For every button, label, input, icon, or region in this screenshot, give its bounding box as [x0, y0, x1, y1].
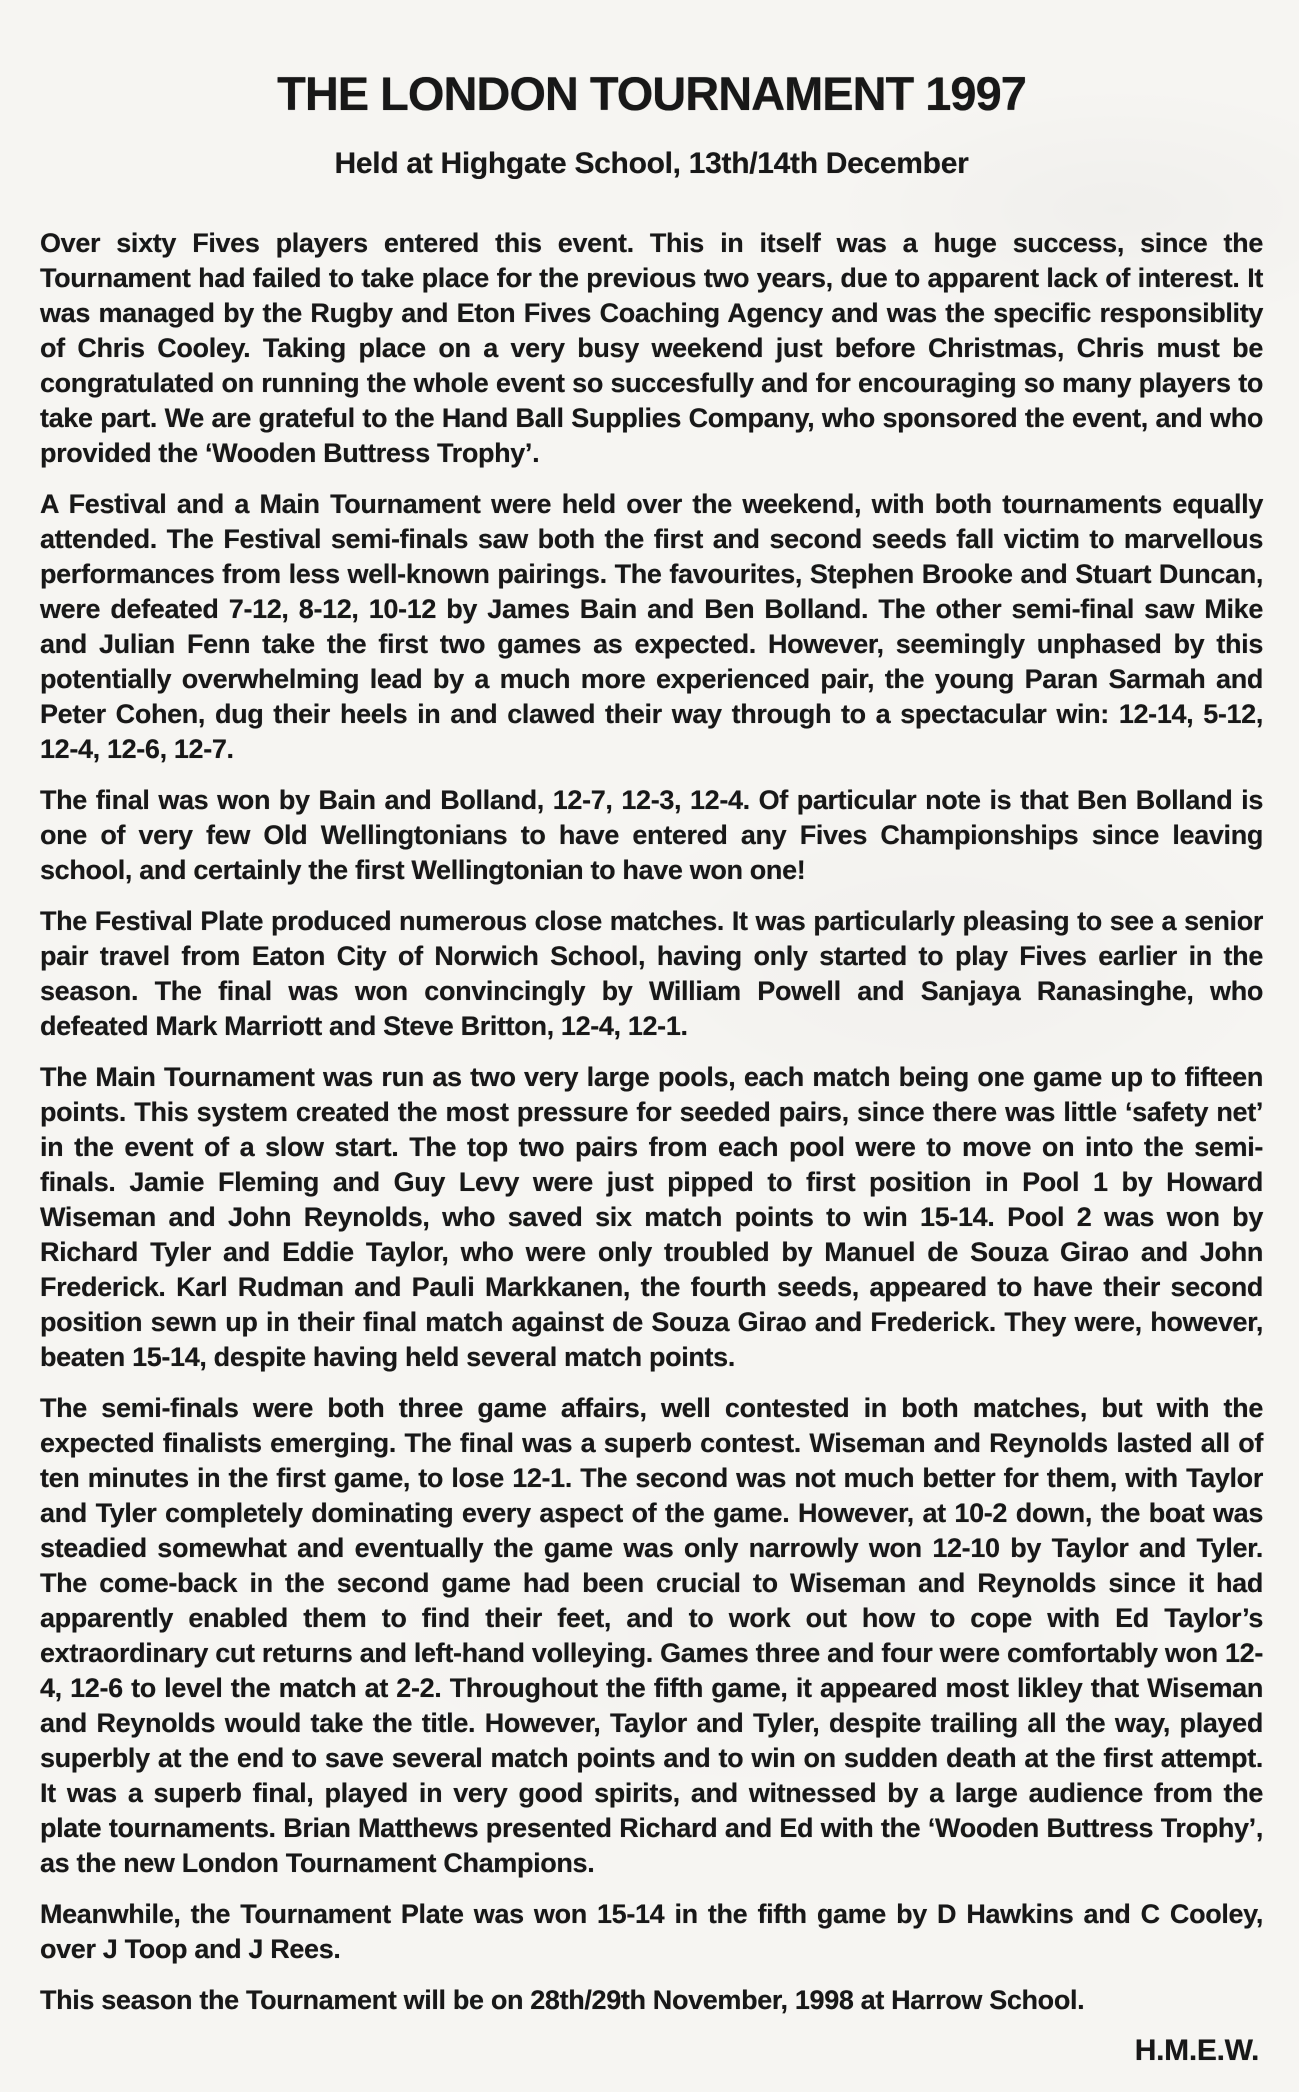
body-paragraph: A Festival and a Main Tournament were held over the weekend, with both tournaments equally attended. The Festival semi-finals saw both the first and second seeds fall victim to marvellous performances from less well-known pairings. The favourites, Stephen Brooke and Stuart Duncan, were defeated 7-12, 8-12, 10-12 by James Bain and Ben Bolland. The other semi-final saw Mike and Julian Fenn take the first two games as expected. However, seemingly unphased by this potentially overwhelming lead by a much more experienced pair, the young Paran Sarmah and Peter Cohen, dug their heels in and clawed their way through to a spectacular win: 12-14, 5-12, 12-4, 12-6, 12-7. — [40, 488, 1263, 764]
body-paragraph: The Main Tournament was run as two very large pools, each match being one game up to fifteen points. This system created the most pressure for seeded pairs, since there was little ‘safety net’ in the event of a slow start. The top two pairs from each pool were to move on into the semi-finals. Jamie Fleming and Guy Levy were just pipped to first position in Pool 1 by Howard Wiseman and John Reynolds, who saved six match points to win 15-14. Pool 2 was won by Richard Tyler and Eddie Taylor, who were only troubled by Manuel de Souza Girao and John Frederick. Karl Rudman and Pauli Markkanen, the fourth seeds, appeared to have their second position sewn up in their final match against de Souza Girao and Frederick. They were, however, beaten 15-14, despite having held several match points. — [40, 1061, 1263, 1372]
document-subtitle: Held at Highgate School, 13th/14th December — [334, 146, 969, 180]
body-paragraph: The semi-finals were both three game affairs, well contested in both matches, but with the expected finalists emerging. The final was a superb contest. Wiseman and Reynolds lasted all of ten minutes in the first game, to lose 12-1. The second was not much better for them, with Taylor and Tyler completely dominating every aspect of the game. However, at 10-2 down, the boat was steadied somewhat and eventually the game was only narrowly won 12-10 by Taylor and Tyler. The come-back in the second game had been crucial to Wiseman and Reynolds since it had apparently enabled them to find their feet, and to work out how to cope with Ed Taylor’s extraordinary cut returns and left-hand volleying. Games three and four were comfortably won 12-4, 12-6 to level the match at 2-2. Throughout the fifth game, it appeared most likley that Wiseman and Reynolds would take the title. However, Taylor and Tyler, despite trailing all the way, played superbly at the end to save several match points and to win on sudden death at the first attempt. It was a superb final, played in very good spirits, and witnessed by a large audience from the plate tournaments. Brian Matthews presented Richard and Ed with the ‘Wooden Buttress Trophy’, as the new London Tournament Champions. — [40, 1392, 1263, 1878]
body-paragraph: Over sixty Fives players entered this event. This in itself was a huge success, since the Tournament had failed to take place for the previous two years, due to apparent lack of interest. It was managed by the Rugby and Eton Fives Coaching Agency and was the specific responsiblity of Chris Cooley. Taking place on a very busy weekend just before Christmas, Chris must be congratulated on running the whole event so succesfully and for encouraging so many players to take part. We are grateful to the Hand Ball Supplies Company, who sponsored the event, and who provided the ‘Wooden Buttress Trophy’. — [40, 227, 1263, 468]
body-paragraph: This season the Tournament will be on 28th/29th November, 1998 at Harrow School. — [40, 1984, 1085, 2015]
body-paragraph: Meanwhile, the Tournament Plate was won 15-14 in the fifth game by D Hawkins and C Cooley, over J Toop and J Rees. — [40, 1898, 1263, 1964]
body-paragraph: The Festival Plate produced numerous close matches. It was particularly pleasing to see a senior pair travel from Eaton City of Norwich School, having only started to play Fives earlier in the season. The final was won convincingly by William Powell and Sanjaya Ranasinghe, who defeated Mark Marriott and Steve Britton, 12-4, 12-1. — [40, 905, 1263, 1041]
author-initials: H.M.E.W. — [1134, 2033, 1259, 2067]
document-body — [40, 226, 1263, 2018]
body-paragraph: The final was won by Bain and Bolland, 12-7, 12-3, 12-4. Of particular note is that Ben Bolland is one of very few Old Wellingtonians to have entered any Fives Championships since leaving school, and certainly the first Wellingtonian to have won one! — [40, 784, 1263, 885]
document-title: THE LONDON TOURNAMENT 1997 — [277, 67, 1026, 120]
